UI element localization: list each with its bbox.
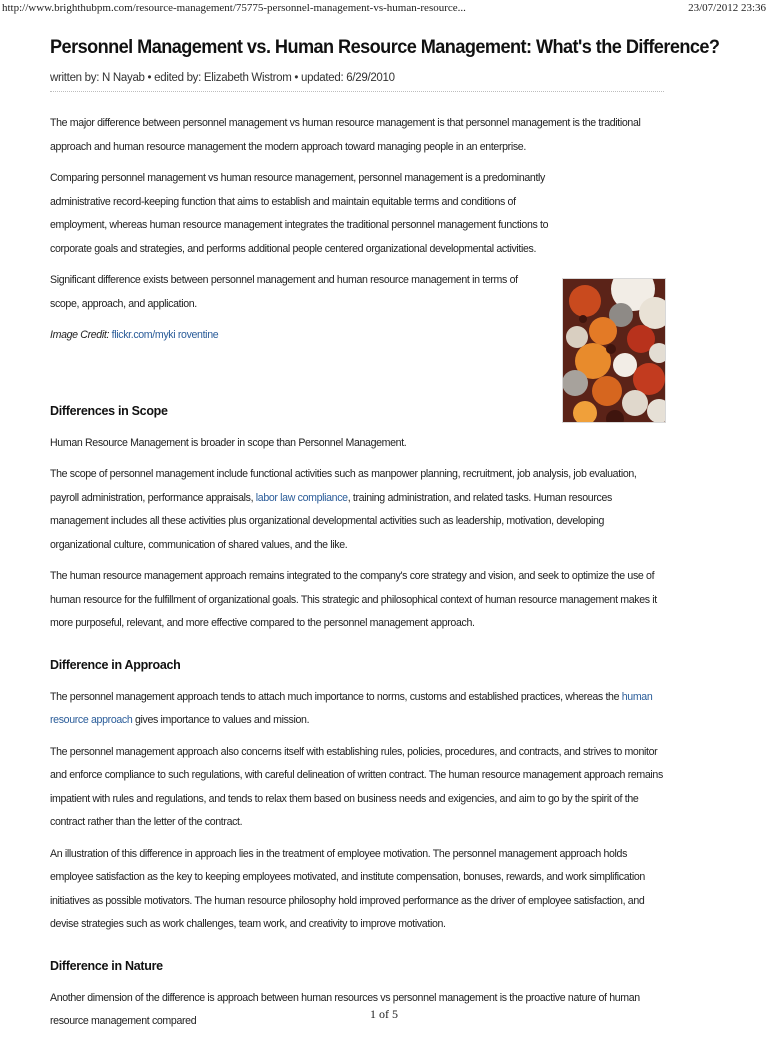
- puzzle-pieces-illustration: [563, 279, 665, 422]
- approach-p1-text-a: The personnel management approach tends to attach much importance to norms, customs and established practices, whereas the: [50, 690, 622, 703]
- print-datetime: 23/07/2012 23:36: [688, 2, 766, 14]
- article: [50, 26, 720, 1042]
- approach-paragraph-1: [50, 686, 664, 733]
- intro-paragraph-1: The major difference between personnel management vs human resource management is that personnel management is the traditional approach and human resource management the modern approach toward managing people in an enterprise.: [50, 117, 641, 153]
- image-credit-label: Image Credit:: [50, 329, 110, 341]
- scope-paragraph-1: Human Resource Management is broader in scope than Personnel Management.: [50, 436, 407, 449]
- page-number: 1 of 5: [370, 1007, 398, 1021]
- byline: written by: N Nayab • edited by: Elizabeth Wistrom • updated: 6/29/2010: [50, 72, 664, 92]
- heading-nature: Difference in Nature: [50, 958, 163, 973]
- puzzle-image: [562, 278, 666, 423]
- print-url: http://www.brighthubpm.com/resource-management/75775-personnel-management-vs-human-resource...: [2, 2, 466, 14]
- labor-law-compliance-link[interactable]: labor law compliance: [255, 491, 348, 504]
- scope-p2-text-b: , training administration, and related tasks. Human resources management includes all these activities plus organizational developmental activities such as leadership, motivation, developing organizational culture, communication of shared values, and the like.: [50, 491, 612, 551]
- intro-paragraph-3: Significant difference exists between personnel management and human resource management in terms of scope, approach, and application.: [50, 274, 518, 310]
- intro: [50, 112, 664, 348]
- scope-p2-text-a: The scope of personnel management include functional activities such as manpower planning, recruitment, job analysis, job evaluation, payroll administration, performance appraisals,: [50, 468, 637, 504]
- approach-p1-text-b: gives importance to values and mission.: [132, 714, 310, 726]
- intro-paragraph-2: Comparing personnel management vs human resource management, personnel management is a predominantly administrative record-keeping function that aims to establish and maintain equitable terms and conditions of employment, whereas human resource management integrates the traditional personnel management functions to corporate goals and strategies, and performs additional people centered organizational developmental activities.: [50, 172, 549, 255]
- page-title: Personnel Management vs. Human Resource Management: What's the Difference?: [50, 36, 720, 58]
- scope-paragraph-3: The human resource management approach remains integrated to the company's core strategy and vision, and seek to optimize the use of human resource for the fulfillment of organizational goals. This strategic and philosophical context of human resource management makes it more purposeful, relevant, and more effective compared to the personnel management approach.: [50, 570, 657, 629]
- print-header: [0, 2, 768, 16]
- image-credit-link[interactable]: flickr.com/myki roventine: [111, 329, 219, 341]
- approach-paragraph-2: The personnel management approach also concerns itself with establishing rules, policies, procedures, and contracts, and strives to monitor and enforce compliance to such regulations, with careful delineation of written contract. The human resource management approach remains impatient with rules and regulations, and tends to relax them based on business needs and exigencies, and aim to go by the spirit of the contract rather than the letter of the contract.: [50, 745, 663, 828]
- nature-paragraph-1: Another dimension of the difference is approach between human resources vs personnel management is the proactive nature of human resource management compared: [50, 991, 640, 1027]
- heading-scope: Differences in Scope: [50, 403, 168, 418]
- scope-paragraph-2: [50, 463, 664, 557]
- heading-approach: Difference in Approach: [50, 657, 181, 672]
- approach-paragraph-3: An illustration of this difference in approach lies in the treatment of employee motivation. The personnel management approach holds employee satisfaction as the key to keeping employees motivated, and institute compensation, bonuses, rewards, and work simplification initiatives as possible motivators. The human resource philosophy hold improved performance as the driver of employee satisfaction, and devise strategies such as work challenges, team work, and creativity to improve motivation.: [50, 847, 645, 930]
- human-resource-approach-link[interactable]: human resource approach: [50, 690, 653, 726]
